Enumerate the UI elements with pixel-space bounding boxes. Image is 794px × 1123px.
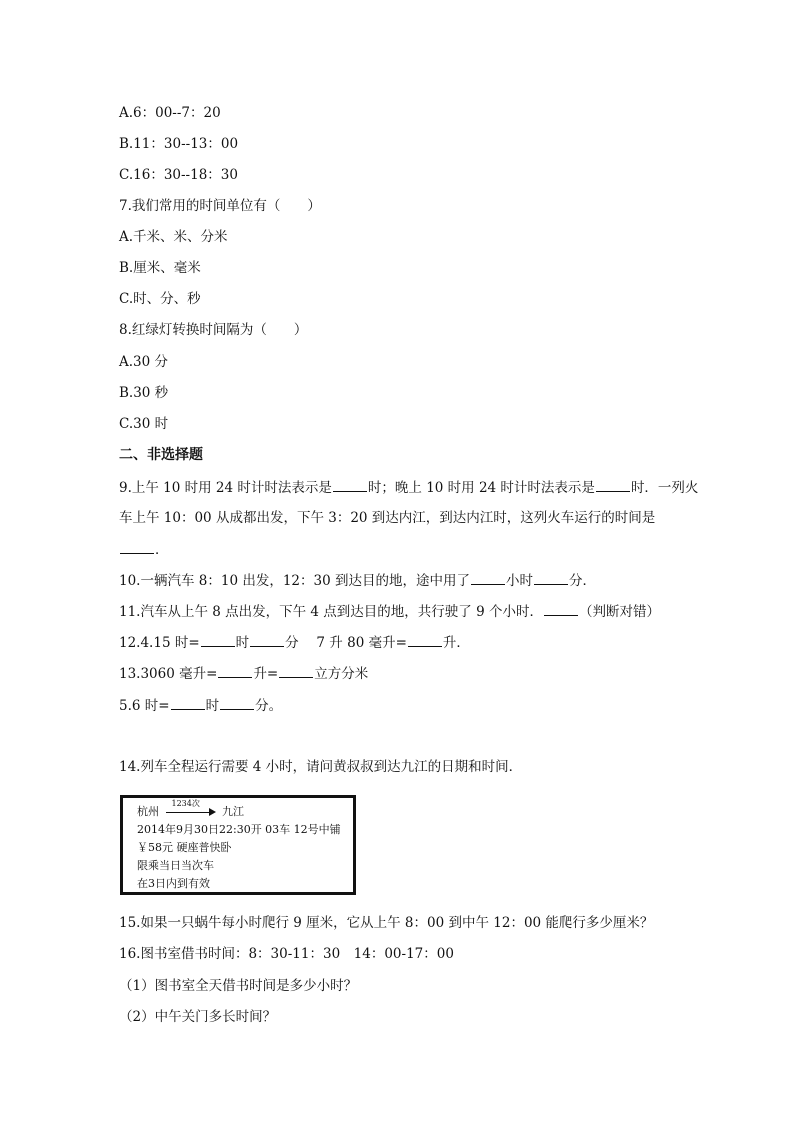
q13-text-1: 13.3060 毫升= [119, 666, 218, 682]
q12-blank-1 [201, 633, 235, 647]
q13-blank-1 [218, 664, 252, 678]
q13-text-3: 立方分米 [314, 666, 369, 682]
q11-text-1: 11.汽车从上午 8 点出发，下午 4 点到达目的地，共行驶了 9 个小时． [119, 604, 543, 620]
q14-stem: 14.列车全程运行需要 4 小时，请问黄叔叔到达九江的日期和时间． [119, 759, 523, 775]
q9-text-4: ． [155, 542, 169, 558]
q12-text-4: 升． [442, 635, 470, 651]
q9-line-1 [119, 478, 698, 497]
q12-text-1: 12.4.15 时= [119, 635, 200, 651]
q7-option-c: C.时、分、秒 [119, 291, 201, 307]
q6-option-b: B.11：30--13：00 [119, 136, 239, 152]
q13b-text-1: 5.6 时= [119, 698, 170, 714]
q9-blank-1 [333, 478, 367, 492]
q13-blank-2 [279, 664, 313, 678]
q8-stem: 8.红绿灯转换时间隔为（ ） [119, 322, 308, 338]
q16-stem: 16.图书室借书时间：8：30-11：30 14：00-17：00 [119, 946, 454, 962]
q9-line-2: 车上午 10：00 从成都出发，下午 3：20 到达内江，到达内江时，这列火车运行的时间是 [119, 510, 656, 526]
ticket-to: 九江 [222, 805, 244, 818]
q13b-blank-2 [220, 696, 254, 710]
q13-text-2: 升= [253, 666, 279, 682]
q12-blank-3 [408, 633, 442, 647]
q9-text-2: 时；晚上 10 时用 24 时计时法表示是 [367, 480, 595, 496]
q8-option-b: B.30 秒 [119, 385, 169, 401]
q8-option-a: A.30 分 [119, 354, 169, 370]
q13-line [119, 664, 368, 683]
q13b-line [119, 696, 282, 715]
q15-stem: 15.如果一只蜗牛每小时爬行 9 厘米，它从上午 8：00 到中午 12：00 能爬行多少厘米？ [119, 915, 654, 931]
q10-text-3: 分． [568, 573, 596, 589]
q8-option-c: C.30 时 [119, 416, 169, 432]
q6-option-a: A.6：00--7：20 [119, 105, 221, 121]
section-title-non-choice: 二、非选择题 [119, 447, 203, 463]
train-ticket [120, 795, 356, 895]
q10-text-2: 小时 [505, 573, 533, 589]
ticket-departure: 2014年9月30日22:30开 03车 12号中铺 [137, 823, 341, 836]
q12-text-2: 时 [235, 635, 250, 651]
ticket-price: ￥58元 硬座普快卧 [137, 841, 232, 854]
q9-text-1: 9.上午 10 时用 24 时计时法表示是 [119, 480, 332, 496]
q7-option-a: A.千米、米、分米 [119, 229, 228, 245]
q9-blank-2 [596, 478, 630, 492]
q16-sub-2: （2）中午关门多长时间？ [119, 1009, 277, 1025]
q10-text-1: 10.一辆汽车 8：10 出发，12：30 到达目的地，途中用了 [119, 573, 470, 589]
q12-text-3: 分 7 升 80 毫升= [285, 635, 407, 651]
q13b-text-2: 时 [205, 698, 220, 714]
ticket-restriction: 限乘当日当次车 [137, 859, 214, 872]
arrow-head-icon [209, 808, 216, 816]
q9-text-3: 时．一列火 [630, 480, 699, 496]
q9-blank-3 [120, 540, 154, 554]
ticket-route [137, 799, 244, 821]
q11-blank [544, 602, 578, 616]
q10-blank-2 [534, 571, 568, 585]
q13b-blank-1 [171, 696, 205, 710]
q11-line [119, 602, 660, 621]
q11-text-2: （判断对错） [578, 604, 660, 620]
q7-option-b: B.厘米、毫米 [119, 260, 201, 276]
q12-blank-2 [250, 633, 284, 647]
q7-stem: 7.我们常用的时间单位有（ ） [119, 198, 321, 214]
q16-sub-1: （1）图书室全天借书时间是多少小时？ [119, 978, 358, 994]
q10-line [119, 571, 596, 590]
q10-blank-1 [471, 571, 505, 585]
ticket-from: 杭州 [137, 805, 159, 818]
route-arrow-icon [166, 799, 216, 818]
q9-line-3 [119, 540, 169, 559]
q6-option-c: C.16：30--18：30 [119, 167, 238, 183]
ticket-validity: 在3日内到有效 [137, 877, 210, 890]
ticket-train-number: 1234次 [171, 799, 200, 808]
q12-line [119, 633, 470, 652]
q13b-text-3: 分。 [255, 698, 283, 714]
arrow-line [166, 812, 210, 813]
